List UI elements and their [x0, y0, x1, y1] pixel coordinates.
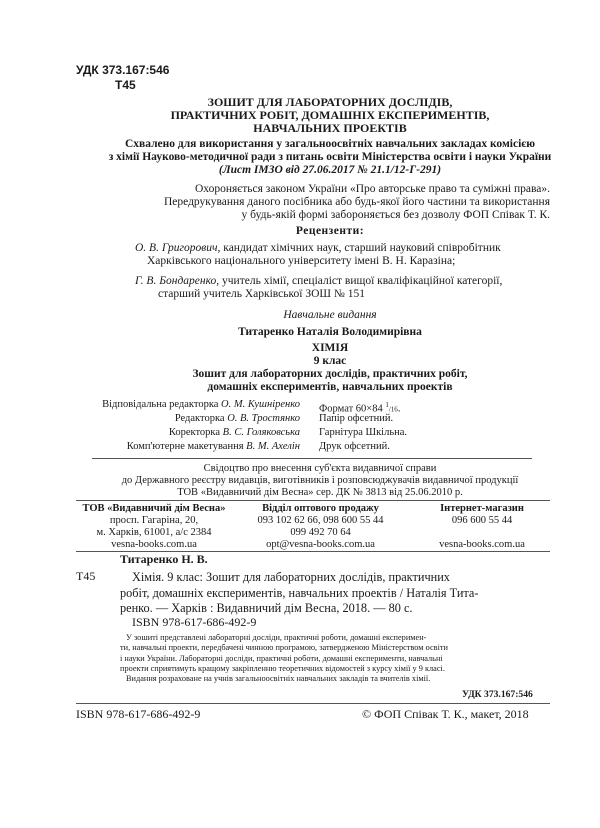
contact-title: ТОВ «Видавничий дім Весна»	[82, 503, 226, 514]
contact-line	[412, 527, 552, 539]
spec-format: Формат 60×84 $^1$/16.	[319, 401, 401, 415]
bib-author-heading: Титаренко Н. В.	[120, 552, 208, 566]
publisher-certificate	[70, 463, 570, 499]
footer-copyright: © ФОП Співак Т. К., макет, 2018	[362, 707, 529, 721]
divider	[76, 703, 550, 704]
reviewer-name: Г. В. Бондаренко	[135, 275, 217, 287]
bib-entry	[120, 570, 552, 617]
annotation-line: Видання розраховане на учнів загальноосвітніх навчальних закладів та вчителів хімії.	[126, 674, 431, 684]
contact-publisher	[74, 503, 234, 551]
subtitle-line: Зошит для лабораторних дослідів, практичних робіт,	[192, 368, 468, 380]
spec-paper: Папір офсетний.	[319, 413, 394, 424]
certificate-line: ТОВ «Видавничий дім Весна» сер. ДК № 3813 від 25.06.2010 р.	[177, 487, 463, 498]
reviewers-heading: Рецензенти:	[295, 225, 365, 237]
contact-wholesale	[238, 503, 403, 551]
bib-entry-line: робіт, домашніх експериментів, навчальних проектів / Наталія Тита-	[120, 585, 479, 600]
contact-line[interactable]: vesna-books.com.ua	[439, 539, 525, 550]
edition-type: Навчальне видання	[283, 309, 377, 321]
author-name: Титаренко Наталія Володимирівна	[238, 326, 422, 338]
contact-line: просп. Гагаріна, 20,	[109, 515, 199, 526]
reviewer-1	[135, 242, 501, 268]
contact-line: м. Харків, 61001, а/с 2384	[96, 527, 212, 538]
title-line: ЗОШИТ ДЛЯ ЛАБОРАТОРНИХ ДОСЛІДІВ,	[207, 95, 453, 109]
annotation-line: і науки України. Лабораторні досліди, практичні роботи, домашні експерименти, навчальні	[120, 653, 443, 663]
divider	[92, 458, 532, 459]
bib-entry-line: ренко. — Харків : Видавничий дім Весна, 2018. — 80 с.	[120, 601, 413, 615]
reviewer-2	[135, 275, 502, 301]
credit-row: Коректорка В. С. Голяковська	[168, 427, 300, 438]
reviewer-info: , кандидат хімічних наук, старший науковий співробітник	[217, 242, 501, 254]
reviewer-info: Харківського національного університету імені В. Н. Каразіна;	[147, 255, 456, 267]
subtitle	[100, 368, 560, 394]
credit-row: Редакторка О. В. Тростянко	[174, 413, 300, 424]
annotation-line: проекти сприятимуть кращому закріпленню теоретичних відомостей з курсу хімії у 9 класі.	[120, 663, 445, 673]
copyright-line: Передрукування даного посібника або будь-якої його частини та використання	[163, 196, 550, 208]
approval-line: з хімії Науково-методичної ради з питань освіти Міністерства освіти і науки України	[108, 151, 552, 163]
print-specs	[319, 399, 519, 455]
reviewer-name: О. В. Григорович	[135, 242, 218, 254]
bib-udk: УДК 373.167:546	[462, 689, 533, 700]
book-title	[100, 96, 560, 136]
contact-title: Відділ оптового продажу	[262, 503, 379, 514]
credit-row: Комп'ютерне макетування В. М. Ахелін	[126, 441, 300, 452]
reviewer-info: старший учитель Харківської ЗОШ № 151	[158, 288, 365, 300]
contact-email[interactable]: opt@vesna-books.com.ua	[266, 539, 375, 550]
classification-code: Т45	[115, 78, 136, 92]
contact-line[interactable]: vesna-books.com.ua	[111, 539, 197, 550]
spec-printing: Друк офсетний.	[319, 441, 390, 452]
credit-row: Відповідальна редакторка О. М. Кушніренко	[102, 399, 300, 410]
approval-statement	[80, 138, 580, 177]
grade-label: 9 клас	[313, 355, 347, 367]
bib-code: Т45	[76, 569, 96, 583]
title-line: НАВЧАЛЬНИХ ПРОЕКТІВ	[253, 121, 407, 136]
credits-roles	[90, 399, 300, 455]
udk-code: УДК 373.167:546	[76, 63, 170, 77]
reviewer-info: , учитель хімії, спеціаліст вищої кваліфікаційної категорії,	[216, 275, 503, 287]
bib-isbn: ISBN 978-617-686-492-9	[132, 615, 257, 629]
contact-line: 093 102 62 66, 098 600 55 44	[257, 515, 384, 526]
certificate-line: до Державного реєстру видавців, виготівників і розповсюджувачів видавничої продукції	[121, 475, 519, 486]
approval-note: (Лист ІМЗО від 27.06.2017 № 21.1/12-Г-291)	[218, 164, 442, 176]
bib-annotation	[120, 633, 552, 684]
annotation-line: ти, навчальні проекти, передбачені чинною програмою, затвердженою Міністерством освіти	[120, 643, 448, 653]
contact-line: 096 600 55 44	[451, 515, 513, 526]
contact-line: 099 492 70 64	[290, 527, 351, 538]
copyright-line: Охороняється законом України «Про авторське право та суміжні права».	[195, 183, 550, 195]
certificate-line: Свідоцтво про внесення суб'єкта видавничої справи	[203, 463, 437, 474]
subtitle-line: домашніх експериментів, навчальних проектів	[207, 381, 453, 393]
title-line: ПРАКТИЧНИХ РОБІТ, ДОМАШНІХ ЕКСПЕРИМЕНТІВ,	[170, 108, 490, 123]
bib-entry-line: Хімія. 9 клас: Зошит для лабораторних дослідів, практичних	[132, 570, 450, 584]
copyright-notice	[80, 183, 550, 222]
copyright-line: у будь-якій формі забороняється без дозволу ФОП Співак Т. К.	[241, 209, 550, 221]
annotation-line: У зошиті представлені лабораторні досліди, практичні роботи, домашні експеримен-	[126, 633, 427, 642]
subject-title: ХІМІЯ	[311, 342, 349, 354]
footer-isbn: ISBN 978-617-686-492-9	[76, 707, 201, 721]
approval-line: Схвалено для використання у загальноосвітніх навчальних закладах комісією	[124, 138, 536, 150]
contact-title: Інтернет-магазин	[440, 503, 524, 514]
divider	[76, 500, 550, 501]
spec-typeface: Гарнітура Шкільна.	[319, 427, 408, 438]
contact-webshop	[412, 503, 552, 551]
